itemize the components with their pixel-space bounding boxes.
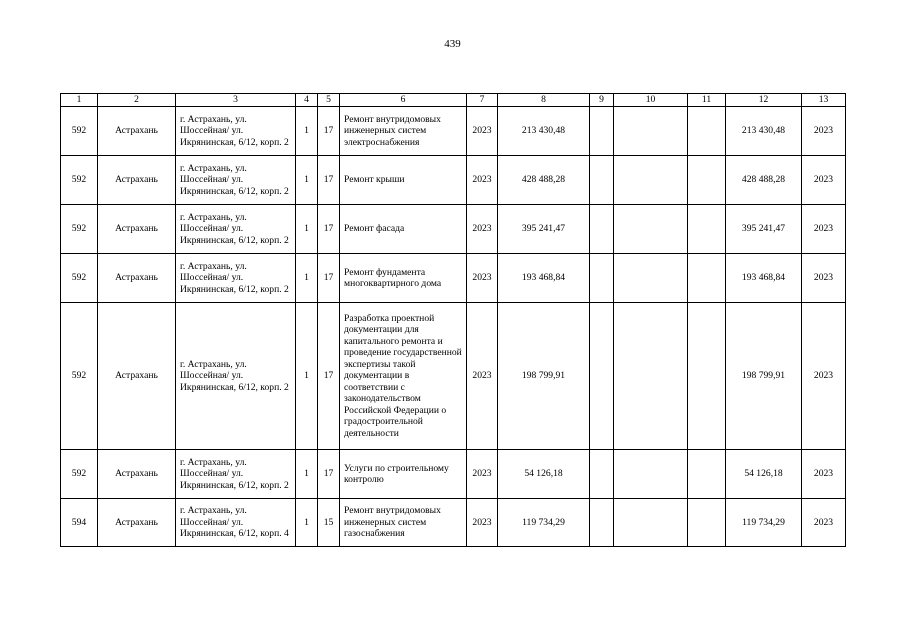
work-type-cell: Ремонт фундамента многоквартирного дома [340,254,467,303]
address-cell: г. Астрахань, ул. Шоссейная/ ул. Икрянинская, 6/12, корп. 2 [176,107,296,156]
column-header: 3 [176,94,296,107]
table-row [61,499,846,547]
col10-cell [614,156,688,205]
completion-year-cell: 2023 [802,205,846,254]
column-header: 1 [61,94,98,107]
row-number-cell: 592 [61,450,98,499]
work-type-cell: Разработка проектной документации для капитального ремонта и проведение государственной экспертизы такой документации в соответствии с законодательством Российской Федерации о градостроительной деятельности [340,303,467,450]
year-cell: 2023 [467,107,498,156]
total-amount-cell: 213 430,48 [726,107,802,156]
municipality-cell: Астрахань [98,254,176,303]
col5-cell: 17 [318,107,340,156]
row-number-cell: 592 [61,254,98,303]
amount-cell: 119 734,29 [498,499,590,547]
amount-cell: 395 241,47 [498,205,590,254]
row-number-cell: 594 [61,499,98,547]
amount-cell: 54 126,18 [498,450,590,499]
col10-cell [614,205,688,254]
year-cell: 2023 [467,156,498,205]
municipality-cell: Астрахань [98,303,176,450]
col9-cell [590,254,614,303]
row-number-cell: 592 [61,156,98,205]
row-number-cell: 592 [61,303,98,450]
year-cell: 2023 [467,205,498,254]
table-row [61,156,846,205]
amount-cell: 198 799,91 [498,303,590,450]
municipality-cell: Астрахань [98,499,176,547]
amount-cell: 213 430,48 [498,107,590,156]
col10-cell [614,303,688,450]
table-row [61,107,846,156]
column-header: 8 [498,94,590,107]
col9-cell [590,156,614,205]
col10-cell [614,499,688,547]
year-cell: 2023 [467,254,498,303]
total-amount-cell: 54 126,18 [726,450,802,499]
completion-year-cell: 2023 [802,303,846,450]
work-type-cell: Ремонт внутридомовых инженерных систем электроснабжения [340,107,467,156]
col5-cell: 17 [318,254,340,303]
col10-cell [614,450,688,499]
amount-cell: 428 488,28 [498,156,590,205]
table-row [61,205,846,254]
col11-cell [688,156,726,205]
column-header: 7 [467,94,498,107]
column-header: 13 [802,94,846,107]
completion-year-cell: 2023 [802,499,846,547]
col5-cell: 17 [318,205,340,254]
municipality-cell: Астрахань [98,107,176,156]
col9-cell [590,499,614,547]
column-number-row [61,94,846,107]
col4-cell: 1 [296,254,318,303]
row-number-cell: 592 [61,205,98,254]
col9-cell [590,205,614,254]
table-row [61,450,846,499]
total-amount-cell: 119 734,29 [726,499,802,547]
address-cell: г. Астрахань, ул. Шоссейная/ ул. Икрянинская, 6/12, корп. 2 [176,303,296,450]
column-header: 6 [340,94,467,107]
amount-cell: 193 468,84 [498,254,590,303]
col4-cell: 1 [296,205,318,254]
completion-year-cell: 2023 [802,254,846,303]
col10-cell [614,107,688,156]
col4-cell: 1 [296,156,318,205]
col11-cell [688,205,726,254]
col4-cell: 1 [296,450,318,499]
col11-cell [688,450,726,499]
address-cell: г. Астрахань, ул. Шоссейная/ ул. Икрянинская, 6/12, корп. 2 [176,156,296,205]
address-cell: г. Астрахань, ул. Шоссейная/ ул. Икрянинская, 6/12, корп. 2 [176,205,296,254]
municipality-cell: Астрахань [98,156,176,205]
municipality-cell: Астрахань [98,205,176,254]
year-cell: 2023 [467,450,498,499]
year-cell: 2023 [467,303,498,450]
total-amount-cell: 198 799,91 [726,303,802,450]
col10-cell [614,254,688,303]
col5-cell: 17 [318,303,340,450]
col5-cell: 17 [318,450,340,499]
repair-schedule-table [60,93,846,547]
col4-cell: 1 [296,303,318,450]
col9-cell [590,450,614,499]
column-header: 5 [318,94,340,107]
col4-cell: 1 [296,499,318,547]
col9-cell [590,107,614,156]
col11-cell [688,303,726,450]
work-type-cell: Ремонт крыши [340,156,467,205]
table-row [61,303,846,450]
year-cell: 2023 [467,499,498,547]
address-cell: г. Астрахань, ул. Шоссейная/ ул. Икрянинская, 6/12, корп. 2 [176,254,296,303]
completion-year-cell: 2023 [802,450,846,499]
page-number: 439 [444,38,461,50]
column-header: 11 [688,94,726,107]
total-amount-cell: 193 468,84 [726,254,802,303]
column-header: 4 [296,94,318,107]
col11-cell [688,107,726,156]
table-row [61,254,846,303]
address-cell: г. Астрахань, ул. Шоссейная/ ул. Икрянинская, 6/12, корп. 4 [176,499,296,547]
work-type-cell: Ремонт внутридомовых инженерных систем газоснабжения [340,499,467,547]
completion-year-cell: 2023 [802,107,846,156]
work-type-cell: Ремонт фасада [340,205,467,254]
work-type-cell: Услуги по строительному контролю [340,450,467,499]
col4-cell: 1 [296,107,318,156]
col11-cell [688,499,726,547]
column-header: 2 [98,94,176,107]
col9-cell [590,303,614,450]
total-amount-cell: 428 488,28 [726,156,802,205]
column-header: 12 [726,94,802,107]
total-amount-cell: 395 241,47 [726,205,802,254]
col5-cell: 15 [318,499,340,547]
column-header: 9 [590,94,614,107]
col11-cell [688,254,726,303]
row-number-cell: 592 [61,107,98,156]
completion-year-cell: 2023 [802,156,846,205]
address-cell: г. Астрахань, ул. Шоссейная/ ул. Икрянинская, 6/12, корп. 2 [176,450,296,499]
column-header: 10 [614,94,688,107]
col5-cell: 17 [318,156,340,205]
municipality-cell: Астрахань [98,450,176,499]
